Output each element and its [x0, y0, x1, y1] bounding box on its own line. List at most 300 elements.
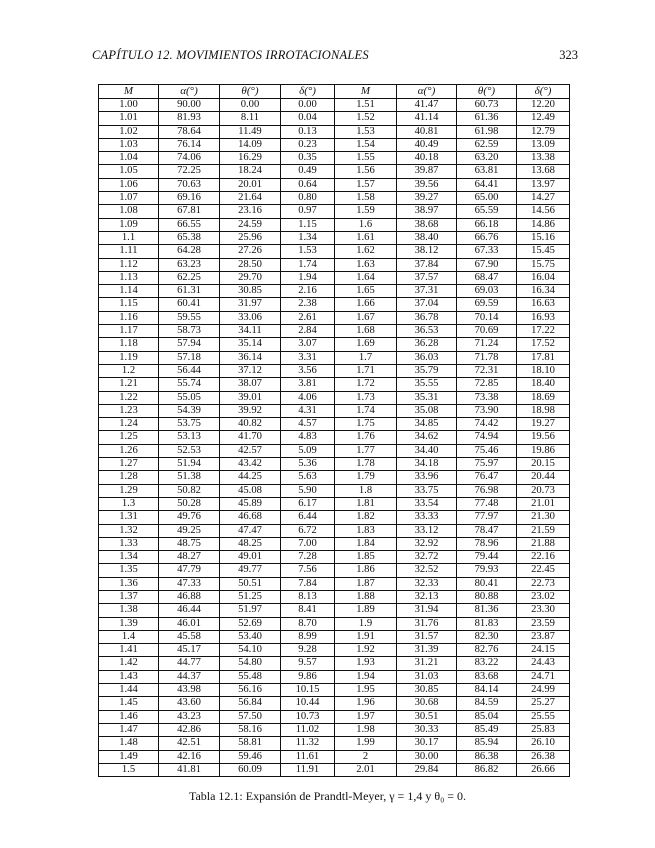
table-cell: 1.9 [335, 617, 397, 630]
table-cell: 79.93 [457, 564, 517, 577]
table-cell: 14.09 [220, 138, 281, 151]
table-cell: 20.44 [517, 471, 570, 484]
table-cell: 53.75 [159, 418, 220, 431]
table-cell: 56.44 [159, 364, 220, 377]
table-cell: 10.15 [281, 684, 335, 697]
table-cell: 54.39 [159, 404, 220, 417]
table-row [99, 178, 570, 191]
table-cell: 1.27 [99, 458, 159, 471]
table-cell: 1.32 [99, 524, 159, 537]
prandtl-meyer-table [98, 84, 570, 777]
table-cell: 0.00 [281, 99, 335, 112]
table-cell: 1.99 [335, 737, 397, 750]
table-cell: 13.68 [517, 165, 570, 178]
table-cell: 11.02 [281, 723, 335, 736]
table-row [99, 338, 570, 351]
table-cell: 0.35 [281, 152, 335, 165]
table-cell: 25.83 [517, 723, 570, 736]
table-cell: 1.37 [99, 590, 159, 603]
table-row [99, 351, 570, 364]
table-cell: 49.25 [159, 524, 220, 537]
table-cell: 25.96 [220, 231, 281, 244]
table-cell: 17.22 [517, 325, 570, 338]
table-cell: 30.68 [397, 697, 457, 710]
table-cell: 32.72 [397, 551, 457, 564]
table-cell: 39.56 [397, 178, 457, 191]
table-cell: 58.73 [159, 325, 220, 338]
table-cell: 1.00 [99, 99, 159, 112]
table-row [99, 684, 570, 697]
table-cell: 42.57 [220, 444, 281, 457]
table-cell: 2.84 [281, 325, 335, 338]
table-cell: 78.64 [159, 125, 220, 138]
table-cell: 1.26 [99, 444, 159, 457]
table-cell: 1.44 [99, 684, 159, 697]
table-cell: 18.98 [517, 404, 570, 417]
table-cell: 1.4 [99, 630, 159, 643]
table-cell: 34.85 [397, 418, 457, 431]
table-row [99, 138, 570, 151]
table-cell: 42.86 [159, 723, 220, 736]
table-cell: 82.30 [457, 630, 517, 643]
table-cell: 1.45 [99, 697, 159, 710]
table-row [99, 258, 570, 271]
table-cell: 5.63 [281, 471, 335, 484]
table-cell: 1.41 [99, 644, 159, 657]
table-cell: 60.09 [220, 763, 281, 776]
table-cell: 1.55 [335, 152, 397, 165]
table-cell: 33.75 [397, 484, 457, 497]
table-cell: 39.92 [220, 404, 281, 417]
table-cell: 30.85 [397, 684, 457, 697]
table-cell: 1.51 [335, 99, 397, 112]
table-cell: 26.38 [517, 750, 570, 763]
table-cell: 59.46 [220, 750, 281, 763]
column-header: M [335, 85, 397, 99]
table-cell: 82.76 [457, 644, 517, 657]
table-cell: 25.55 [517, 710, 570, 723]
table-cell: 5.36 [281, 458, 335, 471]
table-cell: 85.49 [457, 723, 517, 736]
table-cell: 16.29 [220, 152, 281, 165]
table-cell: 72.85 [457, 378, 517, 391]
table-cell: 1.34 [281, 231, 335, 244]
table-row [99, 285, 570, 298]
table-cell: 1.09 [99, 218, 159, 231]
table-row [99, 404, 570, 417]
table-cell: 15.45 [517, 245, 570, 258]
table-cell: 45.17 [159, 644, 220, 657]
table-cell: 73.90 [457, 404, 517, 417]
table-cell: 1.12 [99, 258, 159, 271]
table-cell: 1.61 [335, 231, 397, 244]
table-cell: 1.22 [99, 391, 159, 404]
table-cell: 1.17 [99, 325, 159, 338]
table-row [99, 458, 570, 471]
table-cell: 16.63 [517, 298, 570, 311]
table-cell: 45.89 [220, 497, 281, 510]
table-cell: 38.68 [397, 218, 457, 231]
table-row [99, 737, 570, 750]
table-cell: 1.46 [99, 710, 159, 723]
table-cell: 74.42 [457, 418, 517, 431]
table-cell: 57.94 [159, 338, 220, 351]
table-cell: 81.83 [457, 617, 517, 630]
table-cell: 4.31 [281, 404, 335, 417]
table-cell: 57.18 [159, 351, 220, 364]
table-cell: 58.81 [220, 737, 281, 750]
table-cell: 44.25 [220, 471, 281, 484]
table-cell: 78.47 [457, 524, 517, 537]
table-cell: 63.81 [457, 165, 517, 178]
table-cell: 1.58 [335, 192, 397, 205]
table-cell: 43.60 [159, 697, 220, 710]
page-number: 323 [559, 48, 578, 62]
column-header: θ(°) [457, 85, 517, 99]
table-cell: 61.36 [457, 112, 517, 125]
table-cell: 48.25 [220, 537, 281, 550]
table-cell: 47.79 [159, 564, 220, 577]
table-cell: 5.09 [281, 444, 335, 457]
table-cell: 67.33 [457, 245, 517, 258]
table-cell: 86.82 [457, 763, 517, 776]
table-cell: 28.50 [220, 258, 281, 271]
column-header: α(°) [159, 85, 220, 99]
table-cell: 31.97 [220, 298, 281, 311]
table-cell: 38.97 [397, 205, 457, 218]
table-cell: 18.10 [517, 364, 570, 377]
table-cell: 19.27 [517, 418, 570, 431]
table-row [99, 311, 570, 324]
table-cell: 5.90 [281, 484, 335, 497]
table-cell: 24.71 [517, 670, 570, 683]
table-cell: 1.88 [335, 590, 397, 603]
table-row [99, 471, 570, 484]
table-cell: 3.81 [281, 378, 335, 391]
table-cell: 29.70 [220, 271, 281, 284]
table-row [99, 577, 570, 590]
table-cell: 8.70 [281, 617, 335, 630]
table-row [99, 697, 570, 710]
table-cell: 16.04 [517, 271, 570, 284]
table-cell: 22.16 [517, 551, 570, 564]
table-cell: 1.76 [335, 431, 397, 444]
table-cell: 55.48 [220, 670, 281, 683]
table-cell: 47.47 [220, 524, 281, 537]
table-cell: 19.56 [517, 431, 570, 444]
table-cell: 30.00 [397, 750, 457, 763]
table-row [99, 298, 570, 311]
table-cell: 1.06 [99, 178, 159, 191]
table-cell: 46.88 [159, 590, 220, 603]
table-cell: 42.16 [159, 750, 220, 763]
table-cell: 1.75 [335, 418, 397, 431]
table-cell: 2.16 [281, 285, 335, 298]
table-cell: 90.00 [159, 99, 220, 112]
table-cell: 31.76 [397, 617, 457, 630]
table-cell: 36.78 [397, 311, 457, 324]
table-cell: 83.68 [457, 670, 517, 683]
table-cell: 1.18 [99, 338, 159, 351]
table-cell: 1.78 [335, 458, 397, 471]
table-cell: 84.14 [457, 684, 517, 697]
table-cell: 18.40 [517, 378, 570, 391]
table-cell: 6.17 [281, 497, 335, 510]
table-cell: 1.77 [335, 444, 397, 457]
table-cell: 85.94 [457, 737, 517, 750]
table-cell: 1.74 [335, 404, 397, 417]
table-cell: 1.02 [99, 125, 159, 138]
table-row [99, 551, 570, 564]
table-cell: 0.00 [220, 99, 281, 112]
table-row [99, 617, 570, 630]
table-cell: 77.48 [457, 497, 517, 510]
table-cell: 1.91 [335, 630, 397, 643]
table-cell: 1.89 [335, 604, 397, 617]
table-cell: 11.32 [281, 737, 335, 750]
table-cell: 1.13 [99, 271, 159, 284]
table-cell: 1.64 [335, 271, 397, 284]
table-cell: 15.75 [517, 258, 570, 271]
table-cell: 33.12 [397, 524, 457, 537]
table-cell: 1.8 [335, 484, 397, 497]
table-cell: 61.31 [159, 285, 220, 298]
table-cell: 53.40 [220, 630, 281, 643]
table-cell: 24.43 [517, 657, 570, 670]
table-cell: 56.16 [220, 684, 281, 697]
table-cell: 8.99 [281, 630, 335, 643]
table-cell: 45.58 [159, 630, 220, 643]
table-cell: 51.25 [220, 590, 281, 603]
table-cell: 1.56 [335, 165, 397, 178]
table-cell: 14.56 [517, 205, 570, 218]
table-cell: 31.94 [397, 604, 457, 617]
table-cell: 1.87 [335, 577, 397, 590]
column-header: θ(°) [220, 85, 281, 99]
table-cell: 80.88 [457, 590, 517, 603]
table-cell: 23.87 [517, 630, 570, 643]
table-cell: 57.50 [220, 710, 281, 723]
table-cell: 26.10 [517, 737, 570, 750]
table-cell: 33.54 [397, 497, 457, 510]
table-cell: 23.02 [517, 590, 570, 603]
table-cell: 1.42 [99, 657, 159, 670]
table-cell: 43.98 [159, 684, 220, 697]
table-cell: 1.08 [99, 205, 159, 218]
table-cell: 22.73 [517, 577, 570, 590]
table-cell: 60.41 [159, 298, 220, 311]
table-cell: 1.93 [335, 657, 397, 670]
table-cell: 18.69 [517, 391, 570, 404]
table-row [99, 245, 570, 258]
table-cell: 21.64 [220, 192, 281, 205]
table-cell: 51.97 [220, 604, 281, 617]
table-row [99, 165, 570, 178]
table-cell: 39.27 [397, 192, 457, 205]
table-cell: 7.84 [281, 577, 335, 590]
table-cell: 43.42 [220, 458, 281, 471]
table-cell: 24.59 [220, 218, 281, 231]
table-row [99, 99, 570, 112]
table-row [99, 205, 570, 218]
table-cell: 56.84 [220, 697, 281, 710]
page-header [92, 48, 578, 66]
table-cell: 1.34 [99, 551, 159, 564]
table-cell: 38.40 [397, 231, 457, 244]
table-cell: 1.3 [99, 497, 159, 510]
table-cell: 46.01 [159, 617, 220, 630]
table-cell: 0.23 [281, 138, 335, 151]
table-cell: 38.07 [220, 378, 281, 391]
table-cell: 32.33 [397, 577, 457, 590]
table-cell: 46.44 [159, 604, 220, 617]
table-cell: 21.88 [517, 537, 570, 550]
table-cell: 0.97 [281, 205, 335, 218]
column-header: δ(°) [517, 85, 570, 99]
table-cell: 1.5 [99, 763, 159, 776]
table-cell: 1.66 [335, 298, 397, 311]
table-cell: 69.16 [159, 192, 220, 205]
table-cell: 71.78 [457, 351, 517, 364]
table-cell: 67.90 [457, 258, 517, 271]
table-cell: 12.49 [517, 112, 570, 125]
table-cell: 74.06 [159, 152, 220, 165]
table-cell: 1.43 [99, 670, 159, 683]
table-cell: 0.80 [281, 192, 335, 205]
table-cell: 31.03 [397, 670, 457, 683]
table-cell: 64.41 [457, 178, 517, 191]
table-cell: 2 [335, 750, 397, 763]
table-cell: 65.38 [159, 231, 220, 244]
table-cell: 53.13 [159, 431, 220, 444]
table-cell: 1.15 [99, 298, 159, 311]
table-cell: 1.54 [335, 138, 397, 151]
table-cell: 1.14 [99, 285, 159, 298]
table-cell: 35.79 [397, 364, 457, 377]
table-cell: 60.73 [457, 99, 517, 112]
table-cell: 11.49 [220, 125, 281, 138]
table-cell: 1.68 [335, 325, 397, 338]
table-cell: 37.84 [397, 258, 457, 271]
table-cell: 66.55 [159, 218, 220, 231]
table-cell: 48.27 [159, 551, 220, 564]
table-cell: 34.18 [397, 458, 457, 471]
table-cell: 1.15 [281, 218, 335, 231]
table-cell: 0.04 [281, 112, 335, 125]
table-cell: 1.21 [99, 378, 159, 391]
table-row [99, 710, 570, 723]
table-cell: 41.47 [397, 99, 457, 112]
table-cell: 34.11 [220, 325, 281, 338]
table-cell: 39.01 [220, 391, 281, 404]
table-cell: 35.55 [397, 378, 457, 391]
table-cell: 1.92 [335, 644, 397, 657]
table-cell: 16.93 [517, 311, 570, 324]
table-cell: 54.10 [220, 644, 281, 657]
table-row [99, 378, 570, 391]
table-cell: 11.91 [281, 763, 335, 776]
table-cell: 36.03 [397, 351, 457, 364]
table-cell: 49.76 [159, 511, 220, 524]
table-row [99, 231, 570, 244]
table-cell: 1.36 [99, 577, 159, 590]
table-cell: 15.16 [517, 231, 570, 244]
table-cell: 1.65 [335, 285, 397, 298]
table-cell: 30.33 [397, 723, 457, 736]
table-cell: 38.12 [397, 245, 457, 258]
table-cell: 1.01 [99, 112, 159, 125]
table-cell: 46.68 [220, 511, 281, 524]
table-cell: 1.24 [99, 418, 159, 431]
table-cell: 69.59 [457, 298, 517, 311]
table-cell: 3.07 [281, 338, 335, 351]
table-cell: 1.2 [99, 364, 159, 377]
table-cell: 41.70 [220, 431, 281, 444]
table-cell: 7.28 [281, 551, 335, 564]
table-cell: 77.97 [457, 511, 517, 524]
table-cell: 1.35 [99, 564, 159, 577]
table-row [99, 325, 570, 338]
table-cell: 36.53 [397, 325, 457, 338]
table-cell: 1.11 [99, 245, 159, 258]
table-cell: 79.44 [457, 551, 517, 564]
table-cell: 7.56 [281, 564, 335, 577]
table-cell: 63.23 [159, 258, 220, 271]
table-cell: 1.04 [99, 152, 159, 165]
table-cell: 4.83 [281, 431, 335, 444]
table-cell: 75.46 [457, 444, 517, 457]
table-cell: 32.13 [397, 590, 457, 603]
table-cell: 66.18 [457, 218, 517, 231]
table-cell: 69.03 [457, 285, 517, 298]
table-cell: 54.80 [220, 657, 281, 670]
table-row [99, 218, 570, 231]
table-cell: 34.40 [397, 444, 457, 457]
table-cell: 61.98 [457, 125, 517, 138]
table-row [99, 418, 570, 431]
table-cell: 10.73 [281, 710, 335, 723]
table-cell: 0.13 [281, 125, 335, 138]
table-row [99, 657, 570, 670]
table-cell: 25.27 [517, 697, 570, 710]
table-header-row [99, 85, 570, 99]
table-cell: 1.31 [99, 511, 159, 524]
table-cell: 1.83 [335, 524, 397, 537]
table-cell: 1.63 [335, 258, 397, 271]
table-cell: 3.56 [281, 364, 335, 377]
table-cell: 17.52 [517, 338, 570, 351]
table-row [99, 590, 570, 603]
table-cell: 1.57 [335, 178, 397, 191]
table-cell: 40.18 [397, 152, 457, 165]
table-cell: 73.38 [457, 391, 517, 404]
table-cell: 59.55 [159, 311, 220, 324]
table-cell: 76.14 [159, 138, 220, 151]
table-cell: 20.73 [517, 484, 570, 497]
table-cell: 37.57 [397, 271, 457, 284]
table-cell: 26.66 [517, 763, 570, 776]
table-cell: 3.31 [281, 351, 335, 364]
table-row [99, 431, 570, 444]
table-cell: 6.44 [281, 511, 335, 524]
table-cell: 1.25 [99, 431, 159, 444]
table-cell: 1.67 [335, 311, 397, 324]
table-cell: 85.04 [457, 710, 517, 723]
table-row [99, 391, 570, 404]
table-cell: 42.51 [159, 737, 220, 750]
table-cell: 22.45 [517, 564, 570, 577]
table-cell: 45.08 [220, 484, 281, 497]
